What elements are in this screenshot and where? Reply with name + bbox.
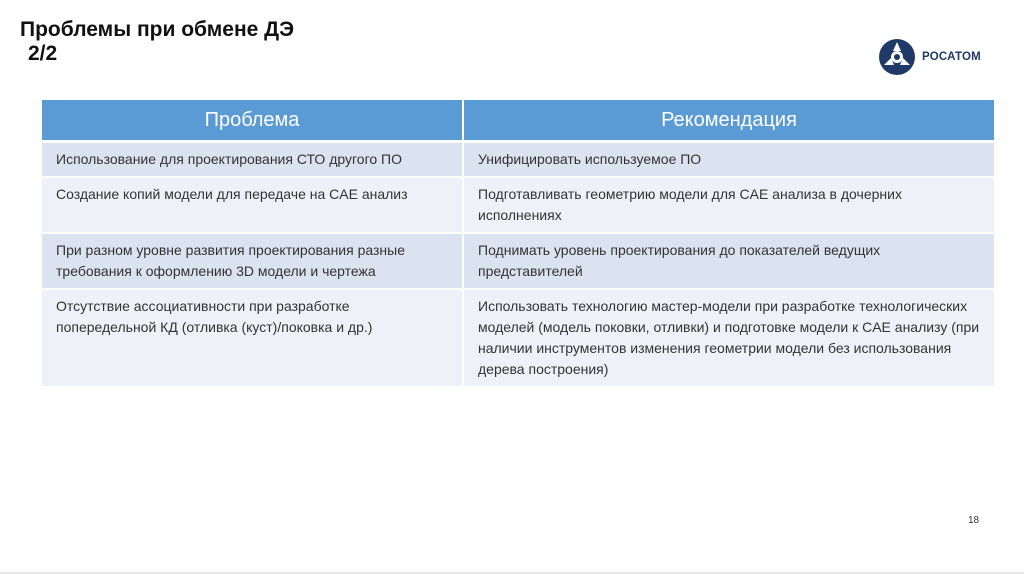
header-problem: Проблема — [42, 100, 462, 143]
rosatom-logo — [878, 38, 981, 76]
problem-cell: При разном уровне развития проектирования разные требования к оформлению 3D модели и чертежа — [42, 234, 462, 290]
problem-cell: Использование для проектирования СТО другого ПО — [42, 143, 462, 178]
table-row — [42, 178, 994, 234]
table-row — [42, 290, 994, 388]
rosatom-atom-logo-icon — [878, 38, 916, 76]
rosatom-logo-text: РОСАТОМ — [922, 51, 981, 63]
problems-table — [42, 100, 994, 388]
recommendation-cell: Поднимать уровень проектирования до показателей ведущих представителей — [462, 234, 994, 290]
table-row — [42, 143, 994, 178]
slide-title-line1: Проблемы при обмене ДЭ — [20, 18, 295, 41]
page-number: 18 — [968, 515, 980, 526]
table-header-row — [42, 100, 994, 143]
slide-title-line2: 2/2 — [28, 42, 58, 65]
slide-title — [20, 18, 294, 66]
recommendation-cell: Подготавливать геометрию модели для CAE анализа в дочерних исполнениях — [462, 178, 994, 234]
recommendation-cell: Унифицировать используемое ПО — [462, 143, 994, 178]
header-recommendation: Рекомендация — [462, 100, 994, 143]
table-row — [42, 234, 994, 290]
problem-cell: Создание копий модели для передаче на CAE анализ — [42, 178, 462, 234]
problem-cell: Отсутствие ассоциативности при разработке попередельной КД (отливка (куст)/поковка и др.) — [42, 290, 462, 388]
recommendation-cell: Использовать технологию мастер-модели при разработке технологических моделей (модель поковки, отливки) и подготовке модели к CAE анализу (при наличии инструментов изменения геометрии модели без использования дерева построения) — [462, 290, 994, 388]
